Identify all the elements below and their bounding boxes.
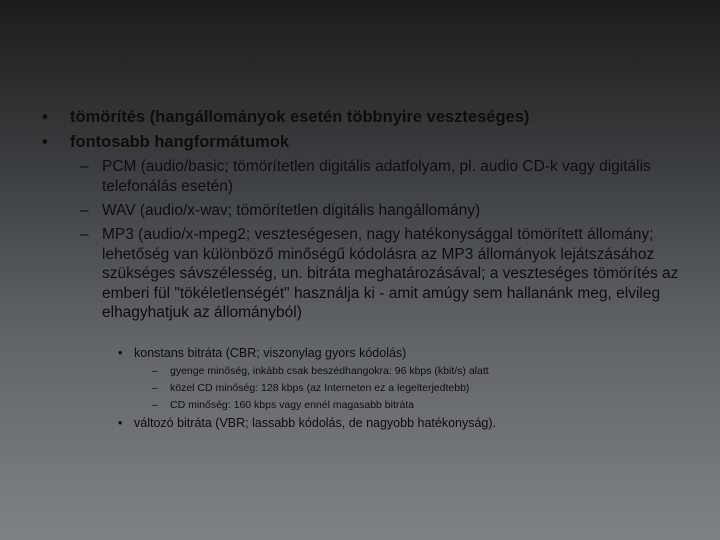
bullet-text: PCM (audio/basic; tömörítetlen digitális adatfolyam, pl. audio CD-k vagy digitális telefonálás esetén) <box>102 158 651 195</box>
bullet-text: változó bitráta (VBR; lassabb kódolás, de nagyobb hatékonyság). <box>134 416 497 430</box>
bullet-marker: • <box>42 108 48 126</box>
bullet-marker: – <box>152 365 158 377</box>
bullet-marker: – <box>80 226 89 243</box>
subbullet-cd-quality <box>152 397 710 413</box>
subbullet-near-cd-quality <box>152 380 710 396</box>
bullet-marker: • <box>118 346 123 360</box>
bullet-text: fontosabb hangformátumok <box>70 133 290 151</box>
subbullet-low-quality <box>152 363 710 379</box>
bullet-marker: – <box>152 399 158 411</box>
bullet-text: gyenge minőség, inkább csak beszédhangokra: 96 kbps (kbit/s) alatt <box>170 365 489 377</box>
subbullet-pcm <box>80 157 692 196</box>
bullet-text: konstans bitráta (CBR; viszonylag gyors kódolás) <box>134 346 407 360</box>
bullet-marker: – <box>152 382 158 394</box>
bullet-vbr <box>118 415 694 431</box>
subbullet-wav <box>80 201 692 221</box>
bullet-marker: • <box>118 416 123 430</box>
subbullet-mp3 <box>80 225 692 323</box>
bullet-sound-formats <box>42 132 710 153</box>
bullet-marker: • <box>42 133 48 151</box>
bullet-cbr <box>118 345 694 361</box>
bullet-text: tömörítés (hangállományok esetén többnyire veszteséges) <box>70 108 530 126</box>
bullet-compression <box>42 107 710 128</box>
bullet-text: WAV (audio/x-wav; tömörítetlen digitális hangállomány) <box>102 202 481 219</box>
bullet-marker: – <box>80 202 89 219</box>
bullet-text: MP3 (audio/x-mpeg2; veszteségesen, nagy hatékonysággal tömörített állomány; lehetőség van különböző minőségű kódolásra az MP3 állományok lejátszásához szükséges sávszélesség, un. bitráta meghatározásával; a veszteséges tömörítés az emberi fül "tökéletlenségét" használja ki - amit amúgy sem hallanánk meg, elvileg elhagyhatjuk az állományból) <box>102 226 679 321</box>
bullet-marker: – <box>80 158 89 175</box>
bullet-text: CD minőség: 160 kbps vagy ennél magasabb bitráta <box>170 399 414 411</box>
bullet-text: közel CD minőség: 128 kbps (az Interneten ez a legelterjedtebb) <box>170 382 470 394</box>
